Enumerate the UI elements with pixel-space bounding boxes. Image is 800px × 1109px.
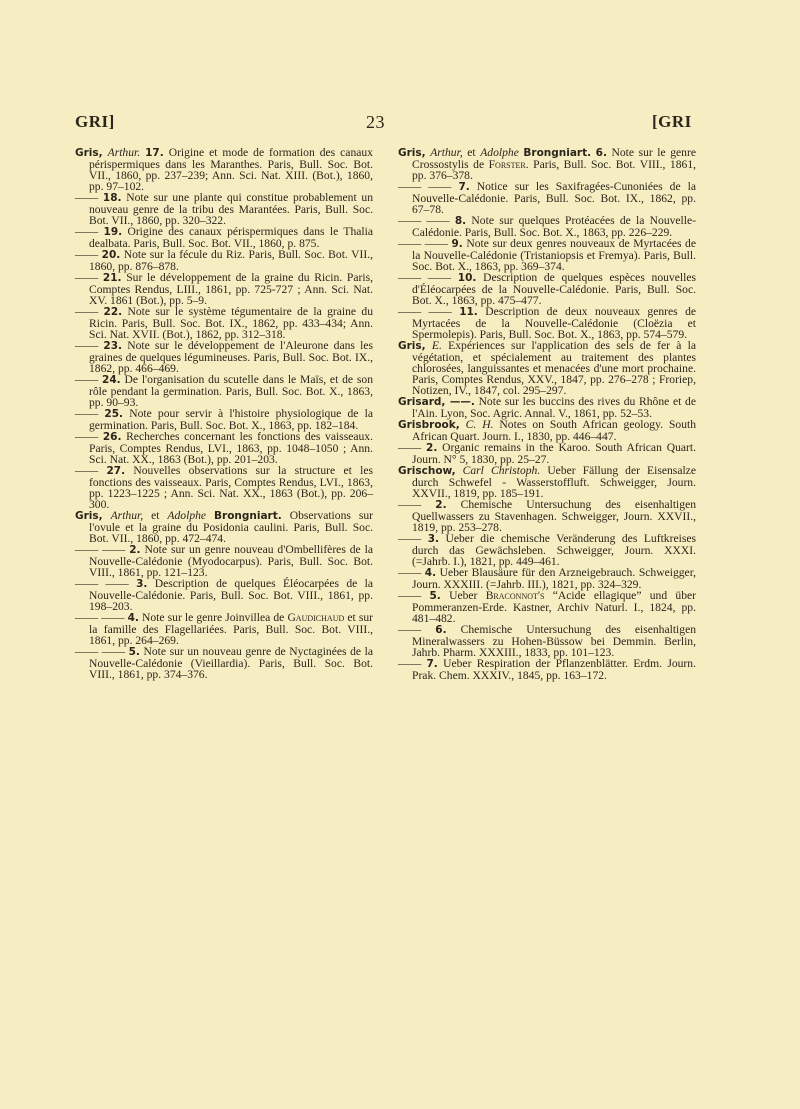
entry-number: 2. bbox=[129, 544, 141, 556]
bibliography-entry bbox=[75, 340, 373, 374]
author-given-name: Adolphe bbox=[167, 509, 207, 522]
author-given-name: Adolphe bbox=[480, 146, 519, 159]
right-column bbox=[398, 147, 696, 681]
bibliography-entry bbox=[75, 510, 373, 544]
entry-number: 4. bbox=[424, 567, 437, 579]
author-given-name: Carl Christoph. bbox=[462, 464, 541, 477]
entry-text: Description de deux nouveaux genres de Myrtacées de la Nouvelle-Calédonie (Cloëzia et Spermolepis). Paris, Bull. Soc. Bot. X., 1863, pp. 574–579. bbox=[412, 305, 697, 341]
bibliography-entry bbox=[398, 567, 696, 590]
entry-number: 7. bbox=[458, 181, 470, 193]
entry-text: —— bbox=[75, 373, 99, 386]
bibliography-entry bbox=[398, 658, 696, 681]
entry-text: Notes on South African geology. South African Quart. Journ. I., 1830, pp. 446–447. bbox=[412, 418, 697, 443]
entry-text: Organic remains in the Karoo. South African Quart. Journ. N° 5, 1830, pp. 25–27. bbox=[412, 441, 697, 466]
entry-number: 6. bbox=[435, 624, 447, 636]
author-given-name: Arthur, bbox=[430, 146, 463, 159]
author-name: Grisbrook, bbox=[398, 419, 460, 431]
entry-number: 5. bbox=[429, 590, 441, 602]
author-name: Gris, bbox=[398, 147, 426, 159]
entry-text: Sur le développement de la graine du Ricin. Paris, Comptes Rendus, LIII., 1861, pp. 725-727 ; Ann. Sci. Nat. XV. 1861 (Bot.), pp. 5–9. bbox=[89, 271, 373, 307]
entry-text: —— bbox=[398, 441, 422, 454]
entry-text: —— —— bbox=[398, 237, 448, 250]
entry-number: 3. bbox=[427, 533, 439, 545]
entry-number: 5. bbox=[128, 646, 140, 658]
author-given-name: Arthur, bbox=[110, 509, 144, 522]
entry-text: Note sur une plante qui constitue probablement un nouveau genre de la tribu des Marantées. Paris, Bull. Soc. Bot. VII., 1860, pp. 320–322. bbox=[89, 191, 373, 227]
entry-text: Observations sur l'ovule et la graine du Posidonia caulini. Paris, Bull. Soc. Bot. VII., 1860, pp. 472–474. bbox=[89, 509, 373, 545]
page-number: 23 bbox=[366, 112, 385, 132]
entry-text: —— —— bbox=[398, 305, 452, 318]
entry-text: —— —— bbox=[398, 214, 450, 227]
bibliography-entry bbox=[75, 192, 373, 226]
entry-text: Description de quelques Éléocarpées de la Nouvelle-Calédonie. Paris, Bull. Soc. Bot. VIII., 1861, pp. 198–203. bbox=[89, 577, 373, 613]
entry-number: 2. bbox=[426, 442, 438, 454]
bibliography-entry bbox=[398, 215, 696, 238]
bibliography-entry bbox=[398, 499, 696, 533]
bibliography-entry bbox=[398, 306, 696, 340]
bibliography-entry bbox=[398, 238, 696, 272]
entry-text: Note pour servir à l'histoire physiologique de la germination. Paris, Bull. Soc. Bot. X., 1863, pp. 182–184. bbox=[89, 407, 373, 432]
entry-text: Note sur un nouveau genre de Nyctaginées de la Nouvelle-Calédonie (Vieillardia). Paris, Bull. Soc. Bot. VIII., 1861, pp. 374–376. bbox=[89, 645, 373, 681]
entry-text: Origine des canaux périspermiques dans le Thalia dealbata. Paris, Bull. Soc. Bot. VII., 1860, p. 875. bbox=[89, 225, 373, 250]
entry-text: Note sur deux genres nouveaux de Myrtacées de la Nouvelle-Calédonie (Tristaniopsis et Fremya). Paris, Bull. Soc. Bot. X., 1863, pp. 369–374. bbox=[412, 237, 696, 273]
entry-text: Origine et mode de formation des canaux périspermiques dans les Maranthes. Paris, Bull. Soc. Bot. VII., 1860, pp. 237–239; Ann. Sci. Nat. XIII. (Bot.), 1860, pp. 97–102. bbox=[89, 146, 373, 193]
author-name: Grisard, ——. bbox=[398, 396, 475, 408]
entry-text: —— —— bbox=[398, 180, 452, 193]
entry-text: Description de quelques espèces nouvelles d'Éléocarpées de la Nouvelle-Calédonie. Paris, Bull. Soc. Bot. X., 1863, pp. 475–477. bbox=[412, 271, 696, 307]
bibliography-entry bbox=[398, 590, 696, 624]
bibliography-entry bbox=[398, 465, 696, 499]
entry-text: Note sur le système tégumentaire de la graine du Ricin. Paris, Bull. Soc. Bot. IX., 1862, pp. 433–434; Ann. Sci. Nat. XVII. (Bot.), 1862, pp. 312–318. bbox=[89, 305, 373, 341]
entry-text: —— bbox=[75, 248, 99, 261]
bibliography-entry bbox=[75, 612, 373, 646]
entry-text: —— —— bbox=[75, 611, 125, 624]
entry-number: 4. bbox=[127, 612, 139, 624]
bibliography-entry bbox=[398, 396, 696, 419]
small-caps-name: Forster. bbox=[488, 158, 529, 171]
entry-text: —— bbox=[398, 657, 422, 670]
author-name: Brongniart. bbox=[214, 510, 282, 522]
bibliography-entry bbox=[75, 544, 373, 578]
entry-text: “Acide ellagique” und über Pommeranzen-Erde. Kastner, Archiv Naturl. I., 1824, pp. 481–482. bbox=[412, 589, 697, 625]
entry-text: —— —— bbox=[75, 543, 126, 556]
small-caps-name: Braconnot's bbox=[485, 589, 545, 602]
entry-number: 11. bbox=[459, 306, 478, 318]
bibliography-entry bbox=[398, 147, 696, 181]
entry-text: Note sur la fécule du Riz. Paris, Bull. Soc. Bot. VII., 1860, pp. 876–878. bbox=[89, 248, 373, 273]
bibliography-entry bbox=[75, 578, 373, 612]
entry-text: —— bbox=[75, 305, 99, 318]
entry-text: et bbox=[151, 509, 160, 522]
bibliography-entry bbox=[398, 340, 696, 396]
entry-number: 17. bbox=[145, 147, 164, 159]
entry-text: —— bbox=[398, 566, 422, 579]
entry-text: Ueber Blausäure für den Arzneigebrauch. Schweigger, Journ. XXXIII. (=Jahrb. III.), 1821, pp. 324–329. bbox=[412, 566, 696, 591]
entry-number: 22. bbox=[103, 306, 123, 318]
entry-number: 8. bbox=[454, 215, 467, 227]
entry-text: Ueber Respiration der Pflanzenblätter. Erdm. Journ. Prak. Chem. XXXIV., 1845, pp. 163–172. bbox=[412, 657, 696, 682]
entry-text: —— bbox=[75, 339, 99, 352]
bibliography-entry bbox=[75, 431, 373, 465]
entry-text: Paris, Bull. Soc. Bot. VIII., 1861, pp. 376–378. bbox=[412, 158, 697, 182]
bibliography-entry bbox=[398, 272, 696, 306]
entry-text: Note sur quelques Protéacées de la Nouvelle-Calédonie. Paris, Bull. Soc. Bot. X., 1863, pp. 226–229. bbox=[412, 214, 697, 239]
entry-text: Recherches concernant les fonctions des vaisseaux. Paris, Comptes Rendus, LVI., 1863, pp. 1048–1050 ; Ann. Sci. Nat. XX., 1863 (Bot.), pp. 201–203. bbox=[89, 430, 373, 466]
entry-text: Note sur le genre Joinvillea de bbox=[142, 611, 285, 624]
bibliography-entry bbox=[75, 249, 373, 272]
entry-text: et bbox=[467, 146, 476, 159]
entry-number: 26. bbox=[102, 431, 122, 443]
bibliography-entry bbox=[75, 226, 373, 249]
author-name: Grischow, bbox=[398, 465, 456, 477]
entry-number: 6. bbox=[595, 147, 607, 159]
bibliography-entry bbox=[75, 646, 373, 680]
entry-number: 20. bbox=[101, 249, 121, 261]
entry-number: 3. bbox=[136, 578, 148, 590]
entry-text: De l'organisation du scutelle dans le Maïs, et de son rôle pendant la germination. Paris, Bull. Soc. Bot. X., 1863, pp. 90–93. bbox=[89, 373, 374, 409]
bibliography-entry bbox=[75, 465, 373, 510]
entry-number: 27. bbox=[106, 465, 126, 477]
author-name: Gris, bbox=[75, 147, 103, 159]
entry-number: 10. bbox=[457, 272, 477, 284]
author-given-name: C. H. bbox=[465, 418, 494, 431]
entry-text: —— —— bbox=[398, 271, 452, 284]
entry-text: —— bbox=[75, 430, 99, 443]
entry-number: 24. bbox=[102, 374, 121, 386]
entry-text: Note sur les buccins des rives du Rhône et de l'Ain. Lyon, Soc. Agric. Annal. V., 1861, pp. 52–53. bbox=[412, 395, 696, 420]
entry-text: Note sur le développement de l'Aleurone dans les graines de quelques légumineuses. Paris, Bull. Soc. Bot. IX., 1862, pp. 466–469. bbox=[89, 339, 373, 375]
entry-text: Note sur un genre nouveau d'Ombellifères de la Nouvelle-Calédonie (Myodocarpus). Paris, Bull. Soc. Bot. VIII., 1861, pp. 121–123. bbox=[89, 543, 373, 579]
entry-text: Ueber bbox=[449, 589, 478, 602]
entry-text: —— bbox=[75, 464, 99, 477]
entry-text: Nouvelles observations sur la structure et les fonctions des vaisseaux. Paris, Comptes Rendus, LVI., 1863, pp. 1223–1225 ; Ann. Sci. Nat. XX., 1863 (Bot.), pp. 206–300. bbox=[89, 464, 373, 511]
left-column bbox=[75, 147, 373, 680]
entry-text: —— bbox=[398, 589, 422, 602]
author-name: Gris, bbox=[75, 510, 103, 522]
bibliography-entry bbox=[398, 624, 696, 658]
author-name: Gris, bbox=[398, 340, 426, 352]
entry-text: et sur la famille des Flagellariées. Paris, Bull. Soc. Bot. VIII., 1861, pp. 264–269. bbox=[89, 611, 374, 647]
entry-text: —— —— bbox=[75, 645, 125, 658]
entry-text: —— bbox=[398, 498, 422, 511]
entry-text: —— bbox=[75, 407, 99, 420]
bibliography-entry bbox=[75, 408, 373, 431]
entry-text: —— —— bbox=[75, 577, 129, 590]
entry-number: 2. bbox=[435, 499, 447, 511]
bibliography-entry bbox=[75, 306, 373, 340]
small-caps-name: Gaudichaud bbox=[287, 611, 345, 624]
entry-number: 9. bbox=[451, 238, 463, 250]
entry-number: 18. bbox=[102, 192, 122, 204]
entry-text: Note sur le genre Crossostylis de bbox=[412, 146, 696, 171]
entry-text: Chemische Untersuchung des eisenhaltigen Quellwassers zu Stavenhagen. Schweigger, Journ. XXVII., 1819, pp. 253–278. bbox=[412, 498, 697, 534]
entry-number: 21. bbox=[102, 272, 122, 284]
entry-text: —— bbox=[75, 191, 99, 204]
entry-text: Expériences sur l'application des sels de fer à la végétation, et spécialement au traitement des plantes chlorosées, languissantes et menacées d'une mort prochaine. Paris, Comptes Rendus, XXV., 1847, pp. 276–278 ; Froriep, Notizen, IV., 1847, col. 295–297. bbox=[412, 339, 697, 397]
entry-text: —— bbox=[75, 225, 99, 238]
entry-number: 25. bbox=[104, 408, 123, 420]
entry-number: 19. bbox=[103, 226, 123, 238]
entry-text: Ueber die chemische Veränderung des Luftkreises durch das Gewächsleben. Schweigger, Journ. XXXI. (=Jahrb. I.), 1821, pp. 449–461. bbox=[412, 532, 696, 568]
bibliography-entry bbox=[398, 419, 696, 442]
entry-text: Notice sur les Saxifragées-Cunoniées de la Nouvelle-Calédonie. Paris, Bull. Soc. Bot. IX., 1862, pp. 67–78. bbox=[412, 180, 697, 216]
entry-text: Chemische Untersuchung des eisenhaltigen Mineralwassers zu Hohen-Büssow bei Demmin. Berlin, Jahrb. Pharm. XXXIII., 1833, pp. 101–123. bbox=[412, 623, 697, 659]
entry-number: 23. bbox=[103, 340, 122, 352]
entry-text: —— bbox=[398, 623, 422, 636]
entry-text: —— bbox=[398, 532, 422, 545]
author-given-name: E. bbox=[431, 339, 442, 352]
bibliography-entry bbox=[398, 181, 696, 215]
author-name: Brongniart. bbox=[523, 147, 592, 159]
entry-number: 7. bbox=[426, 658, 438, 670]
bibliography-entry bbox=[398, 442, 696, 465]
entry-text: Ueber Fällung der Eisensalze durch Schwefel - Wasserstoffluft. Schweigger, Journ. XXVII., 1819, pp. 185–191. bbox=[412, 464, 696, 500]
entry-text: —— bbox=[75, 271, 99, 284]
bibliography-entry bbox=[75, 147, 373, 192]
running-head-right: [GRI bbox=[652, 112, 692, 131]
running-head-left: GRI] bbox=[75, 112, 115, 131]
bibliography-entry bbox=[75, 272, 373, 306]
bibliography-entry bbox=[398, 533, 696, 567]
bibliography-entry bbox=[75, 374, 373, 408]
author-given-name: Arthur. bbox=[107, 146, 141, 159]
